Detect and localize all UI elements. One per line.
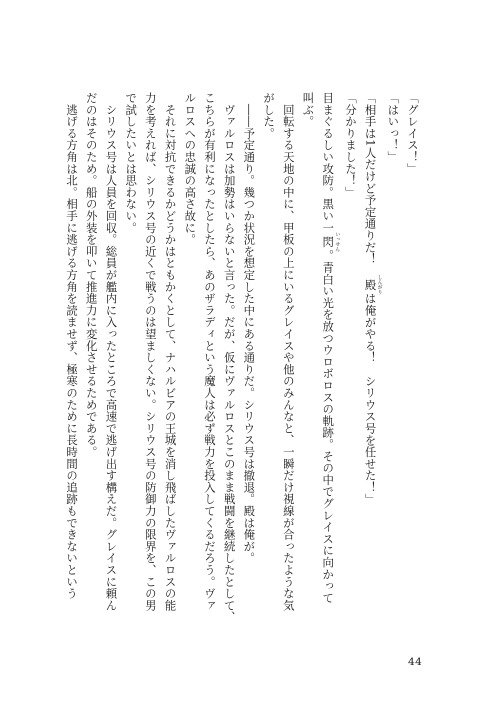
text-line: で試したいとは思わない。 xyxy=(124,92,139,234)
text-line: 逃げる方角は北。相手に逃げる方角を読ませず、極寒のために長時間の追跡もできないという xyxy=(65,103,80,600)
text-line: 叫ぶ。 xyxy=(301,92,316,128)
page-number: 44 xyxy=(408,656,423,668)
text-line: こちらが有利になったとしたら、あのザラディという魔人は必ず戦力を投入してくるだろう。ヴァ xyxy=(202,92,217,612)
text-line: ルロスへの忠誠の高さ故に。 xyxy=(183,92,198,246)
text-line: ヴァルロスは加勢はいらないと言った。だが、仮にヴァルロスとこのまま戦闘を継続したとして、 xyxy=(222,103,237,624)
text-line: 回転する天地の中に、甲板の上にいるグレイスや他のみんなと、一瞬だけ視線が合ったような気 xyxy=(281,103,296,612)
text-line: 力を考えれば、シリウス号の近くで戦うのは望ましくない。シリウス号の防御力の限界を、この男 xyxy=(143,92,158,612)
text-line: 「はいっ！」 xyxy=(386,92,401,163)
vertical-text-block xyxy=(65,92,422,652)
text-line: ――予定通り。幾つか状況を想定した中にある通りだ。シリウス号は撤退。殿は俺が。 xyxy=(242,103,257,564)
text-line: 「グレイス！」 xyxy=(406,92,420,175)
text-line: シリウス号は人員を回収。総員が艦内に入ったところで高速で逃げ出す構えだ。グレイスに頼ん xyxy=(104,103,119,612)
text-line: がした。 xyxy=(262,92,277,140)
text-line: 「相手は1人だけど予定通りだ！ 殿 しんがりは俺がやる！ シリウス号を任せた！」 xyxy=(363,92,383,506)
text-line: 目まぐるしい攻防。黒い一閃 いっせん。青白い光を放つウロボロスの軌跡。その中でグレイスに向かって xyxy=(321,92,341,604)
text-line: だのはそのため。船の外装を叩いて推進力に変化させるためである。 xyxy=(84,92,99,458)
text-line: 「分かりました！」 xyxy=(343,92,358,199)
text-line: それに対抗できるかどうかはともかくとして、ナハルビアの王城を消し飛ばしたヴァルロスの能 xyxy=(163,103,178,612)
